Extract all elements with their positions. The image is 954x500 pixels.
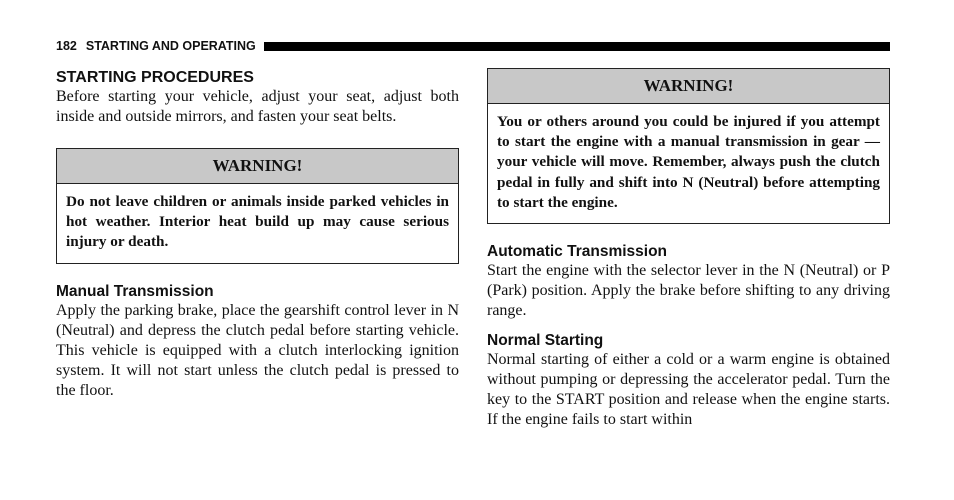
- starting-procedures-text: Before starting your vehicle, adjust your seat, adjust both inside and outside mirrors, and fasten your seat belts.: [56, 88, 459, 125]
- normal-starting-text: Normal starting of either a cold or a warm engine is obtained without pumping or depressing the accelerator pedal. Turn the key to the START position and release when the engine starts. If the engine fails to start within: [487, 351, 890, 429]
- warning-box-text: You or others around you could be injured if you attempt to start the engine with a manual transmission in gear — your vehicle will move. Remember, always push the clutch pedal in fully and shift into N (Neutral) before attempting to start the engine.: [497, 113, 880, 211]
- normal-starting-heading: Normal Starting: [487, 332, 604, 350]
- manual-transmission-heading: Manual Transmission: [56, 282, 214, 300]
- page-header: [56, 38, 890, 54]
- warning-box-title: WARNING!: [57, 149, 458, 184]
- warning-box-title: WARNING!: [488, 69, 889, 104]
- warning-box-manual-transmission: [487, 68, 890, 224]
- right-column: [487, 68, 890, 430]
- automatic-transmission-text: Start the engine with the selector lever in the N (Neutral) or P (Park) position. Apply the brake before shifting to any driving range.: [487, 262, 890, 320]
- manual-transmission-text: Apply the parking brake, place the gearshift control lever in N (Neutral) and depress the clutch pedal before starting vehicle. This vehicle is equipped with a clutch interlocking ignition system. It will not start unless the clutch pedal is pressed to the floor.: [56, 301, 459, 399]
- warning-box-children: [56, 148, 459, 264]
- starting-procedures-heading: STARTING PROCEDURES: [56, 69, 254, 86]
- page-number: 182: [56, 39, 77, 53]
- warning-box-text: Do not leave children or animals inside parked vehicles in hot weather. Interior heat build up may cause serious injury or death.: [66, 193, 449, 251]
- left-column: [56, 68, 459, 401]
- section-title: STARTING AND OPERATING: [85, 39, 256, 53]
- header-rule: [264, 42, 890, 51]
- automatic-transmission-heading: Automatic Transmission: [487, 243, 668, 261]
